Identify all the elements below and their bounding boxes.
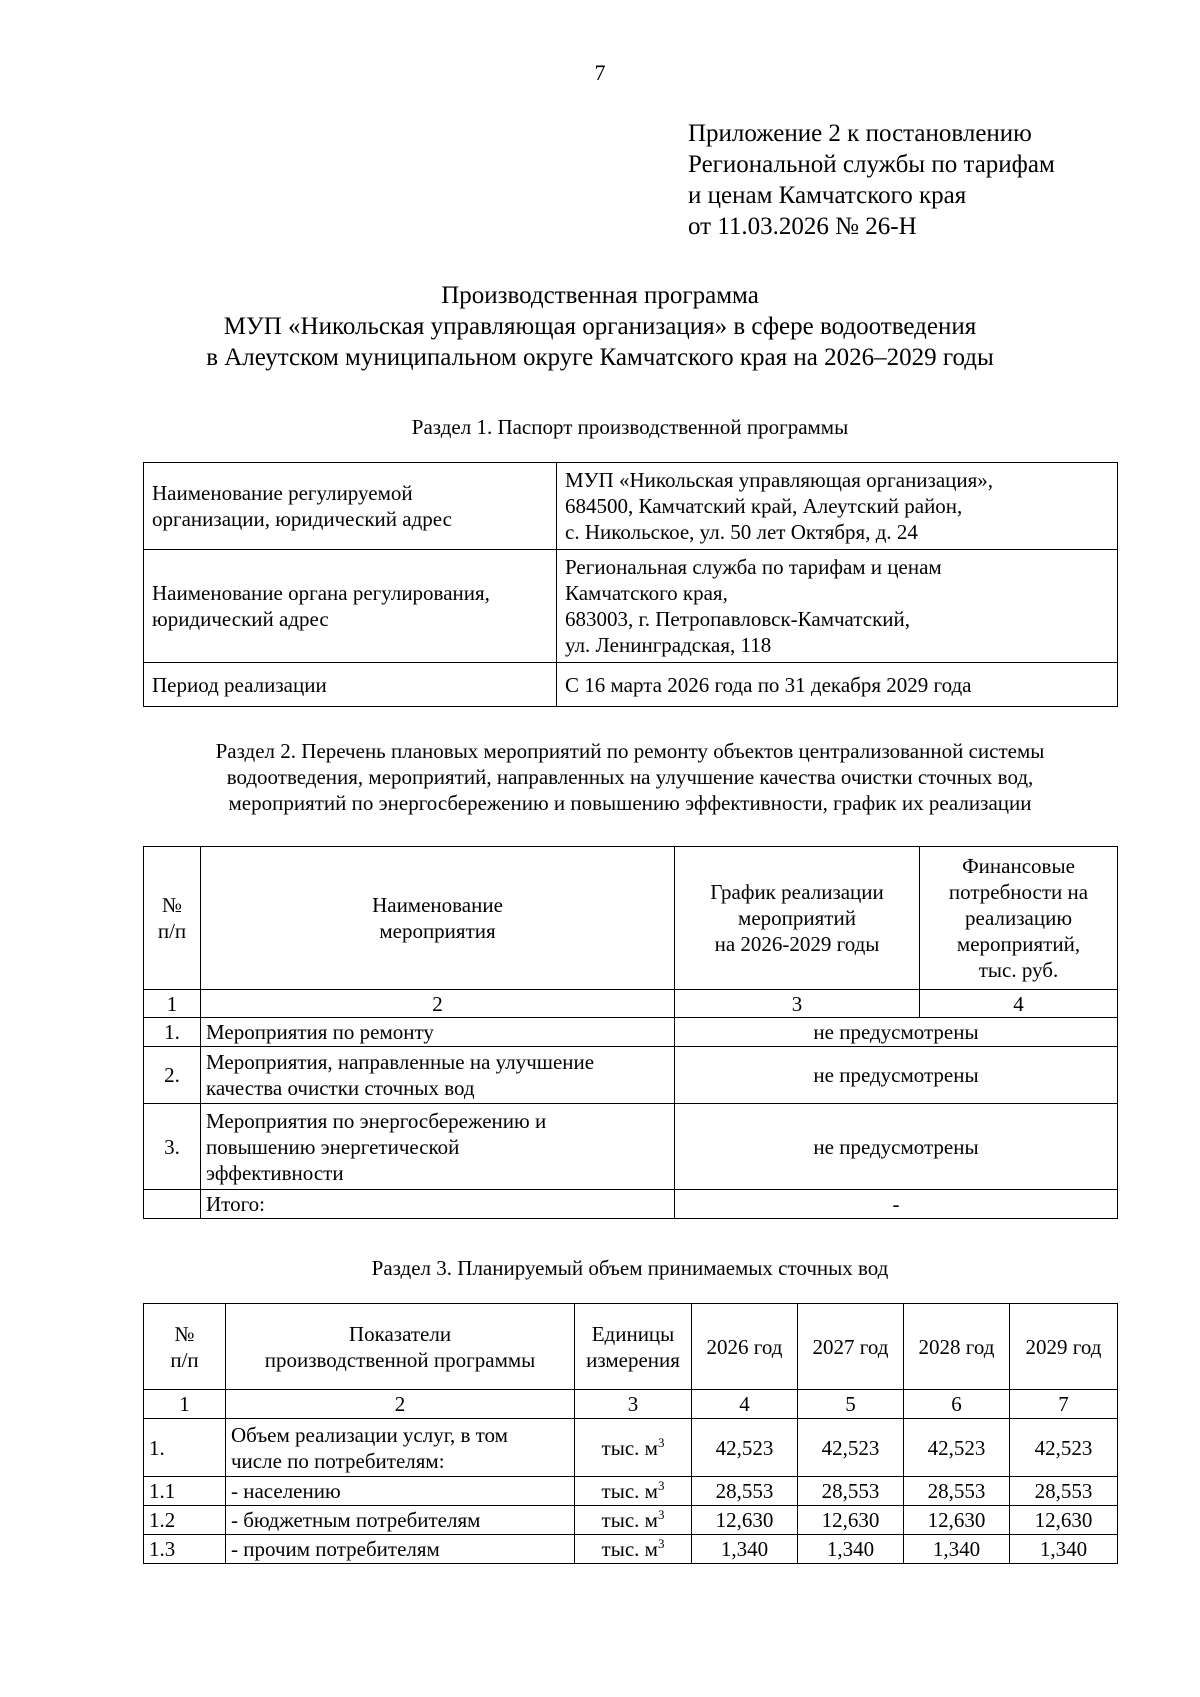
appendix-note	[688, 118, 1055, 242]
column-number: 1	[144, 990, 201, 1018]
header-year: 2027 год	[798, 1304, 904, 1390]
table-row	[144, 663, 1118, 707]
cell-line: Наименование	[372, 893, 503, 917]
header-year: 2026 год	[692, 1304, 798, 1390]
unit-text: тыс. м	[601, 1537, 658, 1561]
table-row	[144, 550, 1118, 663]
column-number: 2	[226, 1390, 575, 1419]
cell-line: повышению энергетической	[206, 1134, 460, 1159]
cell-line: - бюджетным потребителям	[231, 1508, 481, 1532]
row-num: 3.	[144, 1104, 201, 1190]
appendix-line: от 11.03.2026 № 26-Н	[688, 213, 917, 240]
row-num: 1.3	[144, 1535, 226, 1564]
cell-line: мероприятия	[379, 919, 496, 943]
passport-table	[143, 462, 1118, 707]
cell-line: п/п	[157, 919, 187, 943]
measure-name	[201, 1047, 675, 1104]
cell-line: - прочим потребителям	[231, 1537, 440, 1561]
header-num	[144, 1304, 226, 1390]
row-num	[144, 1190, 201, 1219]
value-cell: 28,553	[798, 1477, 904, 1506]
header-finance	[920, 847, 1118, 990]
header-num	[144, 847, 201, 990]
unit-cell	[575, 1506, 692, 1535]
cell-line: №	[174, 1321, 195, 1346]
value-cell: 28,553	[904, 1477, 1010, 1506]
value-cell: 12,630	[692, 1506, 798, 1535]
heading-line: мероприятий по энергосбережению и повышению эффективности, график их реализации	[228, 791, 1032, 815]
header-year: 2029 год	[1010, 1304, 1118, 1390]
cell-line: мероприятий,	[956, 932, 1081, 956]
table-row	[144, 1018, 1118, 1047]
passport-label	[144, 550, 557, 663]
cell-line: Показатели	[348, 1321, 452, 1346]
column-number: 6	[904, 1390, 1010, 1419]
cell-line: эффективности	[206, 1160, 344, 1185]
unit-superscript: 3	[657, 1434, 665, 1450]
cell-line: Региональная служба по тарифам и ценам	[565, 555, 942, 579]
cell-line: График реализации	[710, 880, 884, 904]
cell-line: качества очистки сточных вод	[206, 1076, 475, 1100]
unit-cell	[575, 1535, 692, 1564]
cell-line: числе по потребителям:	[231, 1448, 445, 1473]
unit-text: тыс. м	[601, 1508, 658, 1532]
cell-line: потребности на	[948, 880, 1089, 904]
header-name	[201, 847, 675, 990]
column-number: 3	[675, 990, 920, 1018]
passport-label	[144, 663, 557, 707]
cell-line: на 2026-2029 годы	[714, 932, 880, 956]
table-row	[144, 1506, 1118, 1535]
appendix-line: Региональной службы по тарифам	[688, 151, 1055, 178]
table-row	[144, 1535, 1118, 1564]
value-cell: 1,340	[1010, 1535, 1118, 1564]
page-number: 7	[594, 60, 606, 85]
column-number: 1	[144, 1390, 226, 1419]
section3-heading: Раздел 3. Планируемый объем принимаемых сточных вод	[371, 1256, 889, 1280]
measure-name	[201, 1018, 675, 1047]
passport-label	[144, 463, 557, 550]
indicator-name	[226, 1506, 575, 1535]
header-indicator	[226, 1304, 575, 1390]
cell-line: - населению	[231, 1479, 341, 1503]
table-row	[144, 1104, 1118, 1190]
section1-heading: Раздел 1. Паспорт производственной программы	[411, 415, 849, 439]
total-row	[144, 1190, 1118, 1219]
cell-line: Мероприятия по энергосбережению и	[206, 1108, 547, 1133]
title-line: МУП «Никольская управляющая организация» в сфере водоотведения	[223, 313, 977, 340]
column-number-row	[144, 990, 1118, 1018]
row-num: 1.	[144, 1419, 226, 1477]
cell-line: Наименование органа регулирования,	[152, 581, 490, 605]
value-cell: 42,523	[904, 1419, 1010, 1477]
row-num: 1.2	[144, 1506, 226, 1535]
section2-heading	[140, 738, 1120, 816]
passport-value	[557, 663, 1118, 707]
document-title	[0, 280, 1200, 373]
table-row	[144, 1047, 1118, 1104]
cell-line: с. Никольское, ул. 50 лет Октября, д. 24	[565, 520, 918, 544]
cell-line: организации, юридический адрес	[152, 507, 452, 531]
cell-line: производственной программы	[264, 1347, 536, 1372]
value-cell: 28,553	[692, 1477, 798, 1506]
cell-line: измерения	[586, 1347, 680, 1372]
cell-line: мероприятий	[738, 906, 856, 930]
value-cell: 12,630	[1010, 1506, 1118, 1535]
indicator-name	[226, 1535, 575, 1564]
passport-value	[557, 463, 1118, 550]
cell-line: 683003, г. Петропавловск-Камчатский,	[565, 607, 911, 631]
column-number: 2	[201, 990, 675, 1018]
cell-line: п/п	[170, 1347, 199, 1372]
cell-line: тыс. руб.	[978, 958, 1059, 982]
table-header-row	[144, 1304, 1118, 1390]
title-line: Производственная программа	[441, 282, 759, 309]
value-cell: 42,523	[692, 1419, 798, 1477]
appendix-line: и ценам Камчатского края	[688, 182, 967, 209]
column-number: 7	[1010, 1390, 1118, 1419]
cell-line: реализацию	[964, 906, 1073, 930]
value-cell: 1,340	[692, 1535, 798, 1564]
column-number: 4	[920, 990, 1118, 1018]
appendix-line: Приложение 2 к постановлению	[688, 120, 1032, 147]
row-num: 2.	[144, 1047, 201, 1104]
unit-text: тыс. м	[601, 1435, 658, 1460]
cell-line: №	[161, 893, 183, 917]
total-value: -	[675, 1190, 1118, 1219]
column-number-row	[144, 1390, 1118, 1419]
measure-value: не предусмотрены	[675, 1104, 1118, 1190]
header-schedule	[675, 847, 920, 990]
cell-line: МУП «Никольская управляющая организация»,	[565, 468, 994, 492]
measure-name	[201, 1104, 675, 1190]
value-cell: 42,523	[1010, 1419, 1118, 1477]
value-cell: 42,523	[798, 1419, 904, 1477]
cell-line: Мероприятия по ремонту	[206, 1020, 434, 1044]
unit-cell	[575, 1419, 692, 1477]
cell-line: Период реализации	[152, 672, 327, 697]
unit-cell	[575, 1477, 692, 1506]
column-number: 3	[575, 1390, 692, 1419]
cell-line: Объем реализации услуг, в том	[231, 1422, 508, 1447]
column-number: 5	[798, 1390, 904, 1419]
cell-line: Мероприятия, направленные на улучшение	[206, 1050, 595, 1074]
cell-line: ул. Ленинградская, 118	[565, 633, 772, 657]
unit-superscript: 3	[657, 1478, 665, 1493]
cell-line: юридический адрес	[152, 607, 329, 631]
title-line: в Алеутском муниципальном округе Камчатского края на 2026–2029 годы	[206, 344, 994, 371]
value-cell: 12,630	[904, 1506, 1010, 1535]
row-num: 1.	[144, 1018, 201, 1047]
measure-value: не предусмотрены	[675, 1047, 1118, 1104]
cell-line: Камчатского края,	[565, 581, 728, 605]
heading-line: водоотведения, мероприятий, направленных на улучшение качества очистки сточных вод,	[226, 765, 1034, 789]
cell-line: Наименование регулируемой	[152, 481, 413, 505]
indicator-name	[226, 1419, 575, 1477]
header-unit	[575, 1304, 692, 1390]
column-number: 4	[692, 1390, 798, 1419]
header-year: 2028 год	[904, 1304, 1010, 1390]
table-header-row	[144, 847, 1118, 990]
heading-line: Раздел 2. Перечень плановых мероприятий по ремонту объектов централизованной системы	[215, 739, 1045, 763]
value-cell: 12,630	[798, 1506, 904, 1535]
wastewater-volume-table	[143, 1303, 1118, 1564]
unit-text: тыс. м	[601, 1479, 658, 1503]
value-cell: 1,340	[798, 1535, 904, 1564]
unit-superscript: 3	[657, 1507, 665, 1522]
passport-value	[557, 550, 1118, 663]
indicator-name	[226, 1477, 575, 1506]
total-label: Итого:	[201, 1190, 675, 1219]
value-cell: 1,340	[904, 1535, 1010, 1564]
measures-table	[143, 846, 1118, 1219]
measure-value: не предусмотрены	[675, 1018, 1118, 1047]
value-cell: 28,553	[1010, 1477, 1118, 1506]
row-num: 1.1	[144, 1477, 226, 1506]
table-row	[144, 463, 1118, 550]
cell-line: Финансовые	[962, 854, 1075, 878]
unit-superscript: 3	[657, 1536, 665, 1551]
cell-line: Единицы	[591, 1321, 675, 1346]
table-row	[144, 1477, 1118, 1506]
cell-line: С 16 марта 2026 года по 31 декабря 2029 года	[565, 672, 972, 697]
cell-line: 684500, Камчатский край, Алеутский район,	[565, 494, 963, 518]
table-row	[144, 1419, 1118, 1477]
